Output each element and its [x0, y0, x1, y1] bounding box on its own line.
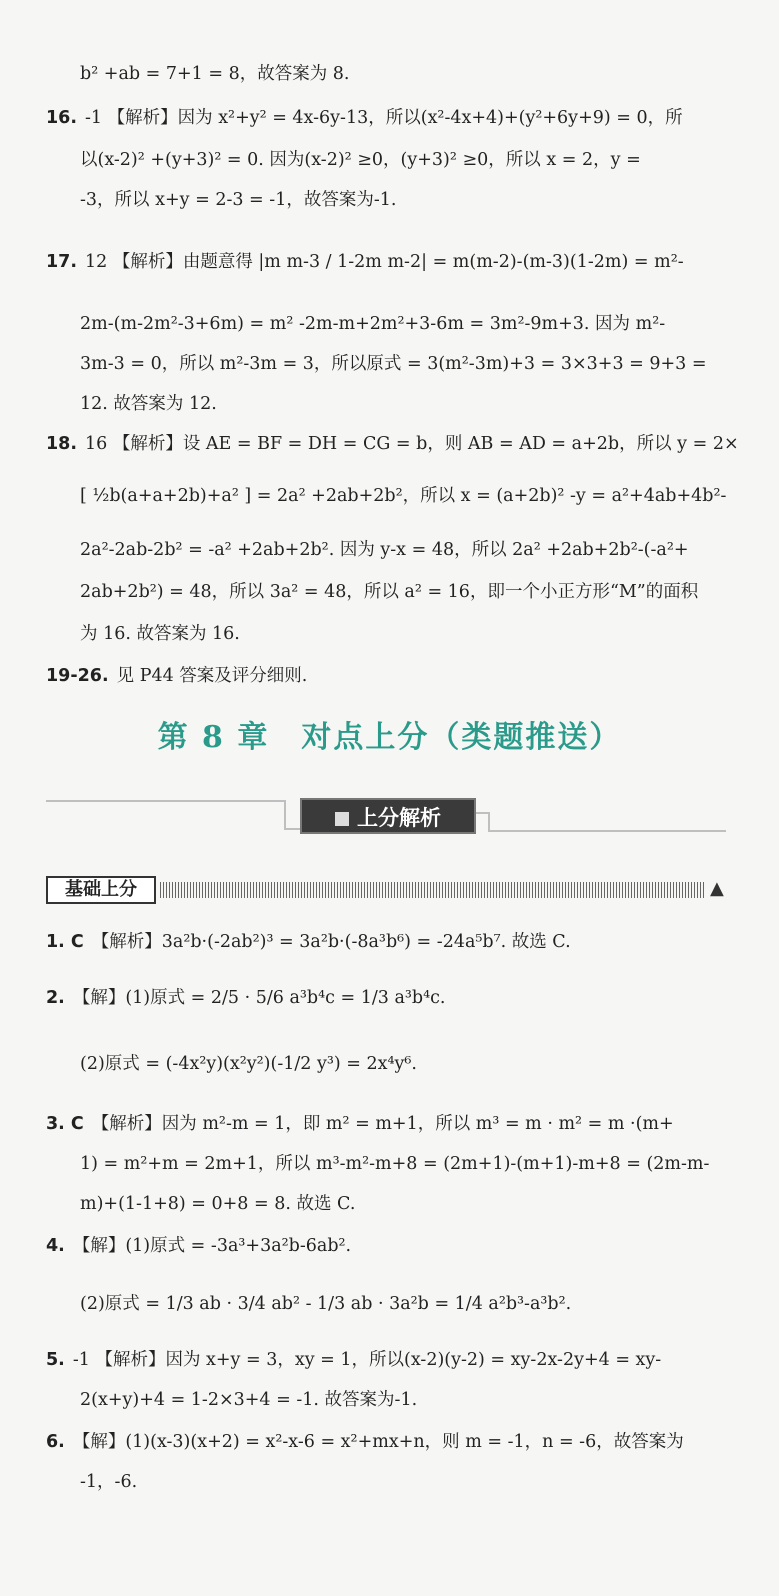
chapter-title: 第 8 章 对点上分（类题推送）: [157, 720, 622, 755]
answer-5: 5. -1 【解析】因为 x+y = 3，xy = 1，所以(x-2)(y-2) = xy-2x-2y+4 = xy-: [46, 1350, 662, 1370]
divider: [488, 830, 726, 832]
text-line: m)+(1-1+8) = 0+8 = 8. 故选 C.: [80, 1194, 356, 1214]
answer-6: 6. 【解】(1)(x-3)(x+2) = x²-x-6 = x²+mx+n，则 m = -1，n = -6，故答案为: [46, 1432, 684, 1452]
text-line: -1，-6.: [80, 1472, 138, 1492]
basic-section-label: 基础上分: [46, 876, 156, 904]
text-line: 以(x-2)² +(y+3)² = 0. 因为(x-2)² ≥0，(y+3)² ≥0，所以 x = 2，y =: [80, 150, 641, 170]
text-line: [ ½b(a+a+2b)+a² ] = 2a² +2ab+2b²，所以 x = (a+2b)² -y = a²+4ab+4b²-: [80, 486, 727, 506]
rocket-icon: ▲: [710, 878, 724, 899]
answer-1: 1. C 【解析】3a²b·(-2ab²)³ = 3a²b·(-8a³b⁶) = -24a⁵b⁷. 故选 C.: [46, 932, 571, 952]
divider: [284, 828, 300, 830]
text-line: b² +ab = 7+1 = 8，故答案为 8.: [80, 64, 350, 84]
text-line: 3m-3 = 0，所以 m²-3m = 3，所以原式 = 3(m²-3m)+3 = 3×3+3 = 9+3 =: [80, 354, 707, 374]
text-line: 2(x+y)+4 = 1-2×3+4 = -1. 故答案为-1.: [80, 1390, 418, 1410]
answer-19-26: 19-26. 见 P44 答案及评分细则.: [46, 666, 308, 686]
section-header: 上分解析: [300, 798, 476, 834]
text-line: -3，所以 x+y = 2-3 = -1，故答案为-1.: [80, 190, 397, 210]
text-line: (2)原式 = (-4x²y)(x²y²)(-1/2 y³) = 2x⁴y⁶.: [80, 1054, 417, 1074]
answer-4: 4. 【解】(1)原式 = -3a³+3a²b-6ab².: [46, 1236, 352, 1256]
answer-17: 17. 12 【解析】由题意得 |m m-3 / 1-2m m-2| = m(m-2)-(m-3)(1-2m) = m²-: [46, 252, 684, 272]
dotted-rule: [160, 882, 705, 898]
text-line: 12. 故答案为 12.: [80, 394, 217, 414]
text-line: 为 16. 故答案为 16.: [80, 624, 240, 644]
answer-3: 3. C 【解析】因为 m²-m = 1，即 m² = m+1，所以 m³ = m · m² = m ·(m+: [46, 1114, 674, 1134]
text-line: 1) = m²+m = 2m+1，所以 m³-m²-m+8 = (2m+1)-(m+1)-m+8 = (2m-m-: [80, 1154, 710, 1174]
answer-2: 2. 【解】(1)原式 = 2/5 · 5/6 a³b⁴c = 1/3 a³b⁴c.: [46, 988, 446, 1008]
answer-18: 18. 16 【解析】设 AE = BF = DH = CG = b，则 AB = AD = a+2b，所以 y = 2×: [46, 434, 739, 454]
divider: [284, 800, 286, 830]
divider: [46, 800, 286, 802]
document-icon: [335, 812, 349, 826]
text-line: 2ab+2b²) = 48，所以 3a² = 48，所以 a² = 16，即一个小正方形“M”的面积: [80, 582, 699, 602]
divider: [488, 812, 490, 830]
text-line: 2a²-2ab-2b² = -a² +2ab+2b². 因为 y-x = 48，所以 2a² +2ab+2b²-(-a²+: [80, 540, 689, 560]
text-line: 2m-(m-2m²-3+6m) = m² -2m-m+2m²+3-6m = 3m²-9m+3. 因为 m²-: [80, 314, 666, 334]
answer-16: 16. -1 【解析】因为 x²+y² = 4x-6y-13，所以(x²-4x+4)+(y²+6y+9) = 0，所: [46, 108, 683, 128]
text-line: (2)原式 = 1/3 ab · 3/4 ab² - 1/3 ab · 3a²b = 1/4 a²b³-a³b².: [80, 1294, 572, 1314]
